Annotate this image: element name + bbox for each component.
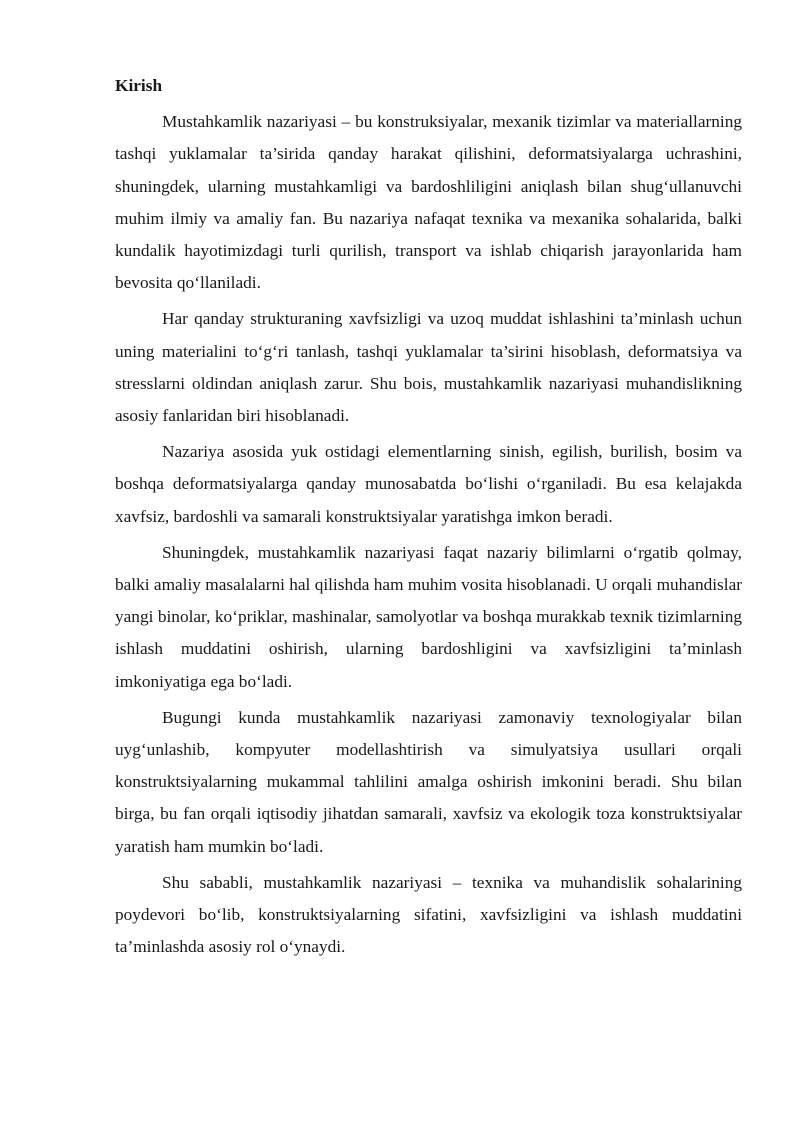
paragraph-4: Shuningdek, mustahkamlik nazariyasi faqat nazariy bilimlarni o‘rgatib qolmay, balki amaliy masalalarni hal qilishda ham muhim vosita hisoblanadi. U orqali muhandislar yangi binolar, ko‘priklar, mashinalar, samolyotlar va boshqa murakkab texnik tizimlarning ishlash muddatini oshirish, ularning bardoshligini va xavfsizligini ta’minlash imkoniyatiga ega bo‘ladi.: [115, 542, 742, 691]
paragraph-3: Nazariya asosida yuk ostidagi elementlarning sinish, egilish, burilish, bosim va boshqa deformatsiyalarga qanday munosabatda bo‘lishi o‘rganiladi. Bu esa kelajakda xavfsiz, bardoshli va samarali konstruktsiyalar yaratishga imkon beradi.: [115, 442, 742, 526]
paragraph-6: Shu sababli, mustahkamlik nazariyasi – texnika va muhandislik sohalarining poydevori bo‘lib, konstruktsiyalarning sifatini, xavfsizligini va ishlash muddatini ta’minlashda asosiy rol o‘ynaydi.: [115, 872, 742, 957]
paragraph-2: Har qanday strukturaning xavfsizligi va uzoq muddat ishlashini ta’minlash uchun uning materialini to‘g‘ri tanlash, tashqi yuklamalar ta’sirini hisoblash, deformatsiya va stresslarni oldindan aniqlash zarur. Shu bois, mustahkamlik nazariyasi muhandislikning asosiy fanlaridan biri hisoblanadi.: [115, 309, 742, 426]
paragraph-5: Bugungi kunda mustahkamlik nazariyasi zamonaviy texnologiyalar bilan uyg‘unlashib, kompyuter modellashtirish va simulyatsiya usullari orqali konstruktsiyalarning mukammal tahlilini amalga oshirish imkonini beradi. Shu bilan birga, bu fan orqali iqtisodiy jihatdan samarali, xavfsiz va ekologik toza konstruktsiyalar yaratish ham mumkin bo‘ladi.: [115, 707, 742, 856]
section-heading: Kirish: [115, 76, 163, 95]
paragraph-1: Mustahkamlik nazariyasi – bu konstruksiyalar, mexanik tizimlar va materiallarning tashqi yuklamalar ta’sirida qanday harakat qilishini, deformatsiyalarga uchrashini, shuningdek, ularning mustahkamligi va bardoshliligini aniqlash bilan shug‘ullanuvchi muhim ilmiy va amaliy fan. Bu nazariya nafaqat texnika va mexanika sohalarida, balki kundalik hayotimizdagi turli qurilish, transport va ishlab chiqarish jarayonlarida ham bevosita qo‘llaniladi.: [115, 112, 742, 293]
document-body: [115, 70, 742, 967]
